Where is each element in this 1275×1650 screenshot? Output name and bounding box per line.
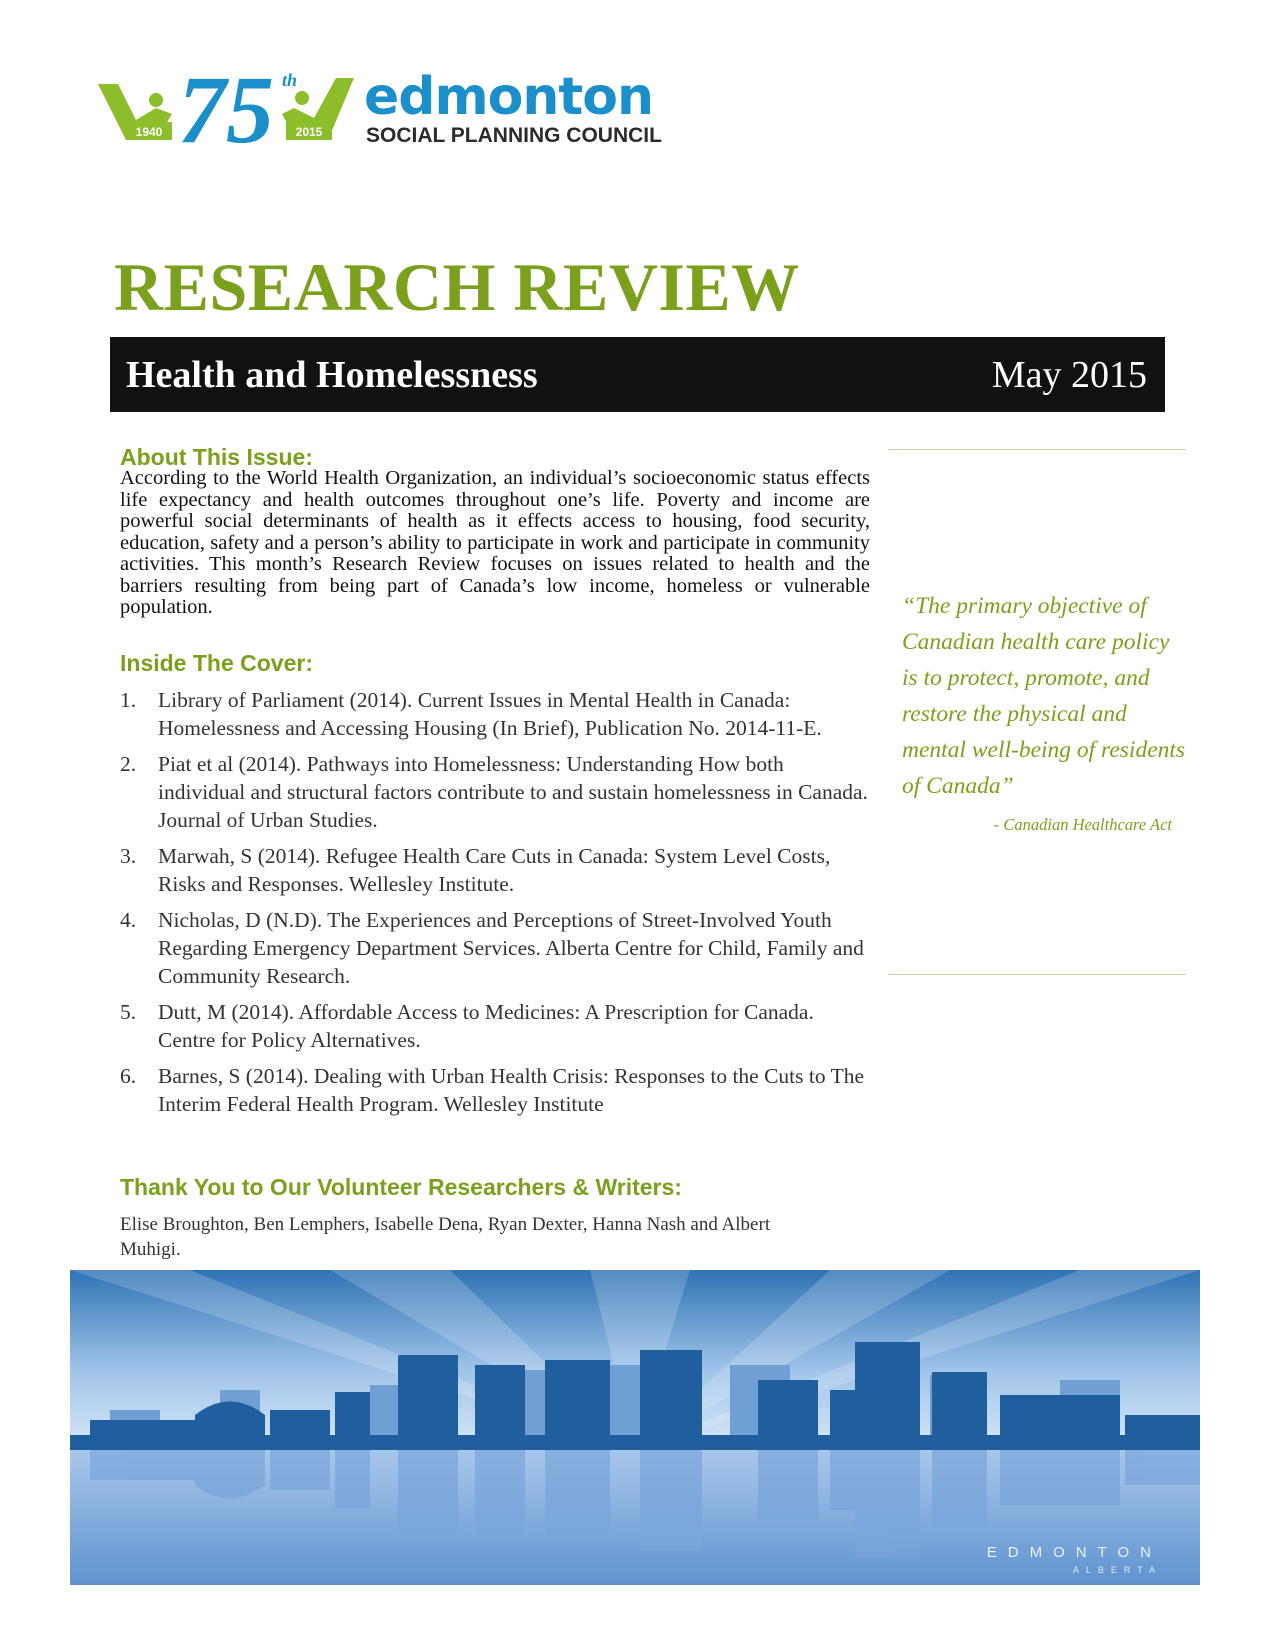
skyline-image — [70, 1270, 1200, 1585]
logo — [96, 50, 696, 160]
list-item — [120, 686, 875, 742]
banner-province: ALBERTA — [1072, 1565, 1162, 1575]
about-body: According to the World Health Organization, an individual’s socioeconomic status effects life expectancy and health outcomes throughout one’s life. Poverty and income are powerful social determinants of health as it effects access to housing, food security, education, safety and a person’s ability to participate in work and participate in community activities. This month’s Research Review focuses on issues related to health and the barriers resulting from being part of Canada’s low income, homeless or vulnerable population. — [120, 467, 870, 618]
banner-city: EDMONTON — [986, 1544, 1162, 1561]
thanks-heading: Thank You to Our Volunteer Researchers & Writers: — [120, 1174, 682, 1200]
quote-divider-top — [888, 449, 1186, 450]
issue-topic: Health and Homelessness — [126, 354, 538, 396]
list-item-text: Dutt, M (2014). Affordable Access to Medicines: A Prescription for Canada. Centre for Policy Alternatives. — [158, 1000, 814, 1052]
list-item — [120, 998, 875, 1054]
list-item — [120, 906, 875, 990]
pull-quote: “The primary objective of Canadian health care policy is to protect, promote, and restore the physical and mental well-being of residents of Canada” — [902, 593, 1186, 799]
list-item-number: 6. — [120, 1064, 137, 1088]
logo-org-name: edmonton — [364, 67, 654, 127]
skyline-banner — [70, 1270, 1200, 1585]
list-item-number: 3. — [120, 844, 137, 868]
list-item — [120, 750, 875, 834]
list-item-number: 1. — [120, 688, 137, 712]
logo-graphic — [96, 50, 696, 160]
list-item-text: Barnes, S (2014). Dealing with Urban Health Crisis: Responses to the Cuts to The Interim Federal Health Program. Wellesley Institute — [158, 1064, 865, 1116]
list-item-number: 4. — [120, 908, 137, 932]
list-item-text: Piat et al (2014). Pathways into Homelessness: Understanding How both individual and structural factors contribute to and sustain homelessness in Canada. Journal of Urban Studies. — [158, 752, 868, 832]
thanks-names: Elise Broughton, Ben Lemphers, Isabelle Dena, Ryan Dexter, Hanna Nash and Albert Muhigi. — [120, 1214, 771, 1260]
list-item-number: 5. — [120, 1000, 137, 1024]
quote-divider-bottom — [888, 974, 1186, 975]
logo-right-head — [295, 91, 309, 105]
logo-year-start: 1940 — [135, 125, 163, 139]
inside-heading: Inside The Cover: — [120, 650, 313, 676]
list-item — [120, 842, 875, 898]
list-item-text: Nicholas, D (N.D). The Experiences and Perceptions of Street-Involved Youth Regarding Emergency Department Services. Alberta Centre for Child, Family and Community Research. — [158, 908, 864, 988]
logo-superscript: th — [282, 70, 298, 90]
list-item-text: Marwah, S (2014). Refugee Health Care Cuts in Canada: System Level Costs, Risks and Responses. Wellesley Institute. — [158, 844, 831, 896]
logo-org-subtitle: SOCIAL PLANNING COUNCIL — [366, 124, 662, 147]
list-item-text: Library of Parliament (2014). Current Issues in Mental Health in Canada: Homelessness and Accessing Housing (In Brief), Publication No. 2014-11-E. — [158, 688, 822, 740]
logo-left-head — [149, 93, 163, 107]
issue-date: May 2015 — [991, 354, 1147, 396]
quote-source: - Canadian Healthcare Act — [993, 815, 1172, 834]
title-bar — [110, 337, 1165, 412]
list-item-number: 2. — [120, 752, 137, 776]
page-title: RESEARCH REVIEW — [114, 249, 800, 325]
logo-anniversary-number: 75 — [178, 56, 274, 160]
about-heading: About This Issue: — [120, 444, 313, 470]
logo-year-end: 2015 — [295, 125, 323, 139]
list-item — [120, 1062, 875, 1118]
reference-list — [120, 686, 875, 1126]
